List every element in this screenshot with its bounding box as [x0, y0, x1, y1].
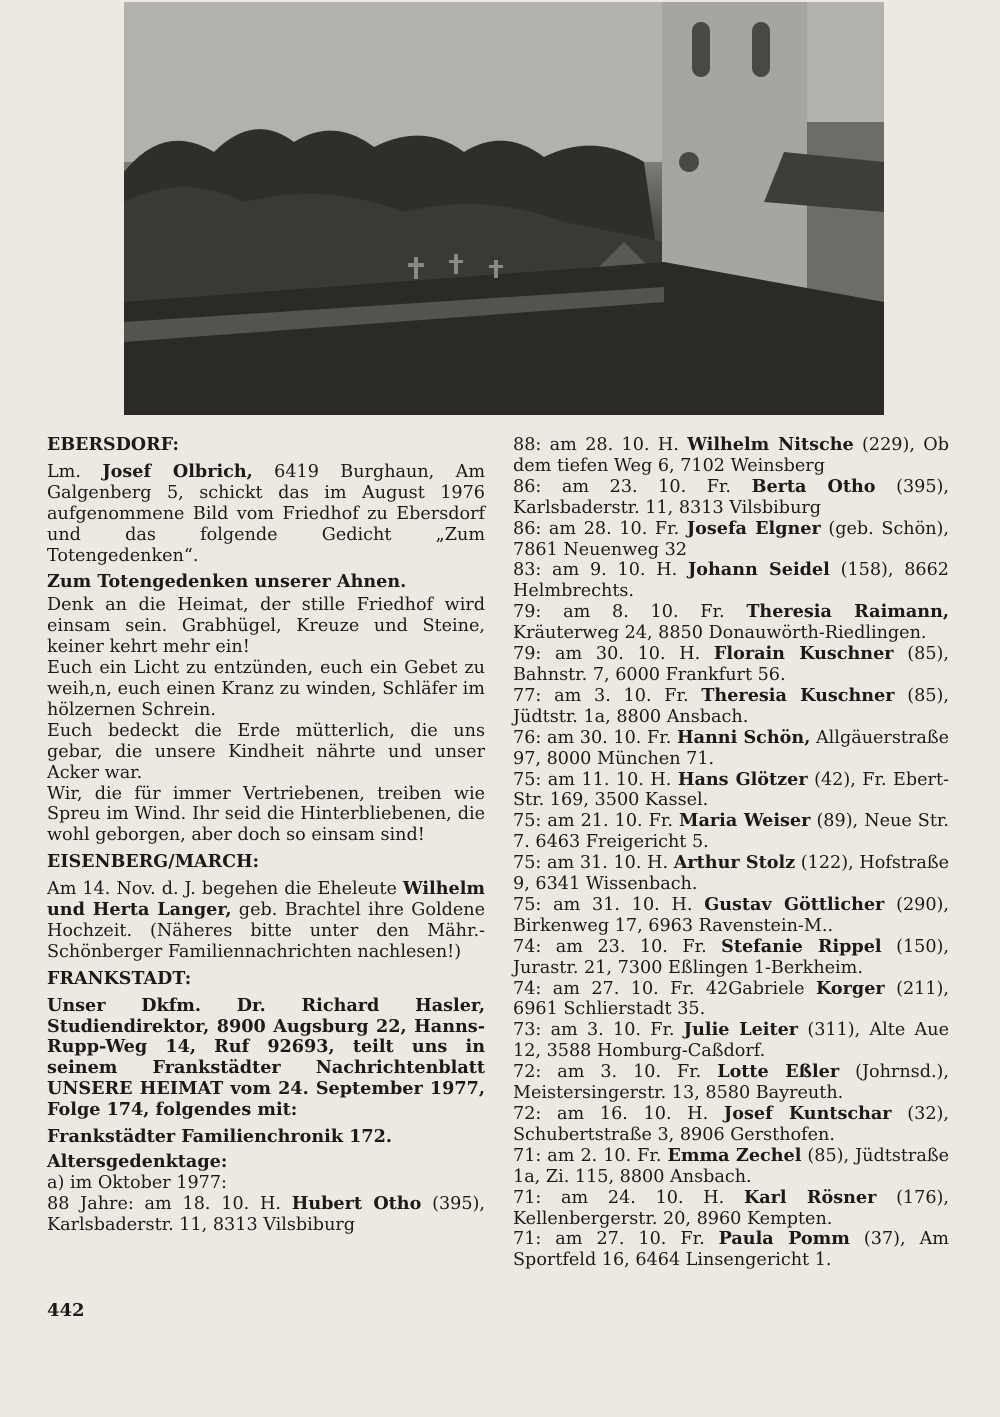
chronik-title: Frankstädter Familienchronik 172.: [47, 1126, 393, 1148]
poem-stanza: Wir, die für immer Vertriebenen, treiben wie Spreu im Wind. Ihr seid die Hinterbliebenen, die wohl geborgen, aber doch so einsam sind!: [47, 783, 485, 846]
entry-name: Arthur Stolz: [673, 852, 796, 874]
entry-address: (395), Karlsbaderstr. 11, 8313 Vilsbiburg: [513, 476, 950, 518]
list-item: [513, 686, 949, 728]
section-heading-ebersdorf: EBERSDORF:: [47, 435, 180, 455]
entry-address: (150), Jurastr. 21, 7300 Eßlingen 1-Berkheim.: [513, 936, 949, 978]
entry-prefix: 71: am 24. 10. H.: [513, 1187, 744, 1208]
list-item: [513, 811, 949, 853]
eisenberg-text: [47, 879, 485, 963]
entry-prefix: 77: am 3. 10. Fr.: [513, 685, 702, 706]
list-item: [513, 770, 949, 812]
entry-address: (290), Birkenweg 17, 6963 Ravenstein-M..: [513, 894, 949, 936]
list-item: [513, 435, 949, 477]
entry-prefix: 75: am 11. 10. H.: [513, 769, 678, 790]
entry-prefix: 86: am 23. 10. Fr.: [513, 476, 752, 497]
entry-address: (229), Ob dem tiefen Weg 6, 7102 Weinsberg: [513, 435, 949, 476]
right-column: [513, 435, 949, 1271]
list-item: [513, 519, 949, 561]
entry-address: Allgäuerstraße 97, 8000 München 71.: [513, 727, 950, 769]
entry-prefix: 74: am 23. 10. Fr.: [513, 936, 722, 957]
cemetery-photo: [124, 2, 884, 415]
entry-name: Paula Pomm: [718, 1228, 850, 1250]
entry-prefix: 79: am 8. 10. Fr.: [513, 602, 747, 623]
entry-name: Emma Zechel: [667, 1144, 802, 1166]
entry-prefix: 71: am 2. 10. Fr.: [513, 1145, 668, 1166]
entry-prefix: 75: am 31. 10. H.: [513, 853, 674, 874]
list-item: [513, 644, 949, 686]
entry-address: (85), Jüdtstr. 1a, 8800 Ansbach.: [513, 685, 949, 727]
poem-title: Zum Totengedenken unserer Ahnen.: [47, 571, 407, 593]
entry-address: (158), 8662 Helmbrechts.: [513, 560, 949, 602]
entry-name: Hubert Otho: [291, 1192, 422, 1214]
list-item: [513, 1188, 949, 1230]
entry-address: (85), Bahnstr. 7, 6000 Frankfurt 56.: [513, 644, 949, 685]
entry-name: Florain Kuschner: [713, 643, 894, 665]
entry-prefix: 75: am 21. 10. Fr.: [513, 811, 679, 832]
frankstadt-announcement: Unser Dkfm. Dr. Richard Hasler, Studiendirektor, 8900 Augsburg 22, Hanns-Rupp-Weg 14, Ruf 92693, teilt uns in seinem Frankstädter Nachrichtenblatt UNSERE HEIMAT vom 24. September 1977, Folge 174, folgendes mit:: [47, 994, 485, 1121]
entry-address: (85), Jüdtstraße 1a, Zi. 115, 8800 Ansbach.: [513, 1145, 949, 1187]
list-item: [513, 1062, 949, 1104]
entry-name: Korger: [815, 977, 885, 999]
list-item: [513, 1146, 949, 1188]
entry-address: (395), Karlsbaderstr. 11, 8313 Vilsbiburg: [47, 1193, 485, 1235]
entry-name: Stefanie Rippel: [721, 935, 882, 957]
entry-prefix: 75: am 31. 10. H.: [513, 894, 705, 915]
list-item: [47, 1194, 485, 1236]
list-item: [513, 979, 949, 1021]
entry-address: (32), Schubertstraße 3, 8906 Gersthofen.: [513, 1104, 949, 1145]
entry-name: Josefa Elgner: [686, 517, 821, 539]
intro-name: Josef Olbrich,: [102, 460, 253, 482]
entry-name: Maria Weiser: [679, 810, 811, 832]
entry-prefix: 74: am 27. 10. Fr. 42Gabriele: [513, 978, 816, 999]
entry-prefix: 71: am 27. 10. Fr.: [513, 1229, 719, 1250]
list-item: [513, 1229, 949, 1271]
list-item: [513, 602, 949, 644]
intro-prefix: Lm.: [47, 461, 103, 482]
cemetery-photo-drawing: [124, 2, 884, 415]
entry-name: Theresia Kuschner: [701, 684, 895, 706]
entry-name: Gustav Göttlicher: [704, 893, 885, 915]
altersgedenktage-title: Altersgedenktage:: [47, 1151, 228, 1172]
entry-name: Josef Kuntschar: [723, 1103, 892, 1124]
list-item: [513, 728, 949, 770]
intro-text: 6419 Burghaun, Am Galgenberg 5, schickt das im August 1976 aufgenommene Bild vom Friedhof zu Ebersdorf und das folgende Gedicht „Zum Totengedenken“.: [47, 461, 486, 566]
section-heading-eisenberg: EISENBERG/MARCH:: [47, 852, 260, 873]
entry-name: Berta Otho: [751, 475, 876, 497]
list-item: [513, 477, 949, 519]
entry-address: (176), Kellenbergerstr. 20, 8960 Kempten.: [513, 1187, 949, 1229]
entry-address: (211), 6961 Schlierstadt 35.: [513, 978, 950, 1020]
page-number: 442: [47, 1300, 85, 1321]
entry-address: Kräuterweg 24, 8850 Donauwörth-Riedlingen.: [513, 623, 927, 644]
entry-prefix: 88 Jahre: am 18. 10. H.: [47, 1193, 292, 1214]
section-heading-frankstadt: FRANKSTADT:: [47, 968, 192, 989]
entry-address: (311), Alte Aue 12, 3588 Homburg-Caßdorf.: [513, 1020, 949, 1062]
eisenberg-prefix: Am 14. Nov. d. J. begehen die Eheleute: [47, 879, 403, 900]
eisenberg-names: Wilhelm und Herta Langer,: [47, 878, 485, 921]
poem-stanza: Denk an die Heimat, der stille Friedhof wird einsam sein. Grabhügel, Kreuze und Steine, keiner kehrt mehr ein!: [47, 595, 485, 658]
entry-name: Hans Glötzer: [677, 768, 808, 790]
list-item: [513, 895, 949, 937]
entry-name: Karl Rösner: [743, 1186, 877, 1208]
entry-prefix: 73: am 3. 10. Fr.: [513, 1020, 684, 1041]
entry-address: (122), Hofstraße 9, 6341 Wissenbach.: [513, 853, 949, 895]
ebersdorf-intro: [47, 462, 485, 567]
entry-name: Julie Leiter: [683, 1019, 799, 1041]
entry-name: Hanni Schön,: [676, 726, 811, 748]
list-item: [513, 560, 949, 602]
entry-prefix: 72: am 16. 10. H.: [513, 1104, 724, 1124]
list-item: [513, 1104, 949, 1146]
list-item: [513, 853, 949, 895]
list-item: [513, 937, 949, 979]
poem-stanza: Euch bedeckt die Erde mütterlich, die uns gebar, die unsere Kindheit nährte und unser Acker war.: [47, 720, 485, 783]
entry-prefix: 72: am 3. 10. Fr.: [513, 1062, 718, 1083]
entry-address: (42), Fr. Ebert-Str. 169, 3500 Kassel.: [513, 769, 949, 811]
entry-name: Lotte Eßler: [717, 1061, 840, 1083]
entry-prefix: 88: am 28. 10. H.: [513, 435, 688, 455]
list-item: [513, 1020, 949, 1062]
eisenberg-suffix: geb. Brachtel ihre Goldene Hochzeit. (Näheres bitte unter den Mähr.-Schönberger Familiennachrichten nachlesen!): [47, 900, 485, 962]
entry-prefix: 76: am 30. 10. Fr.: [513, 727, 677, 748]
oktober-label: a) im Oktober 1977:: [47, 1172, 227, 1193]
entry-address: (37), Am Sportfeld 16, 6464 Linsengericht 1.: [513, 1229, 949, 1271]
entry-prefix: 86: am 28. 10. Fr.: [513, 518, 687, 539]
entry-prefix: 79: am 30. 10. H.: [513, 644, 714, 665]
left-column: [47, 435, 485, 1236]
entry-address: (89), Neue Str. 7. 6463 Freigericht 5.: [513, 811, 950, 853]
entry-prefix: 83: am 9. 10. H.: [513, 560, 688, 581]
poem-stanza: Euch ein Licht zu entzünden, euch ein Gebet zu weih,n, euch einen Kranz zu winden, Schläfer im hölzernen Schrein.: [47, 658, 485, 720]
entry-address: (Johrnsd.), Meistersingerstr. 13, 8580 Bayreuth.: [513, 1062, 950, 1104]
entry-name: Wilhelm Nitsche: [687, 434, 854, 455]
entry-address: (geb. Schön), 7861 Neuenweg 32: [513, 518, 950, 560]
entry-name: Theresia Raimann,: [746, 601, 949, 623]
entry-name: Johann Seidel: [687, 559, 830, 581]
